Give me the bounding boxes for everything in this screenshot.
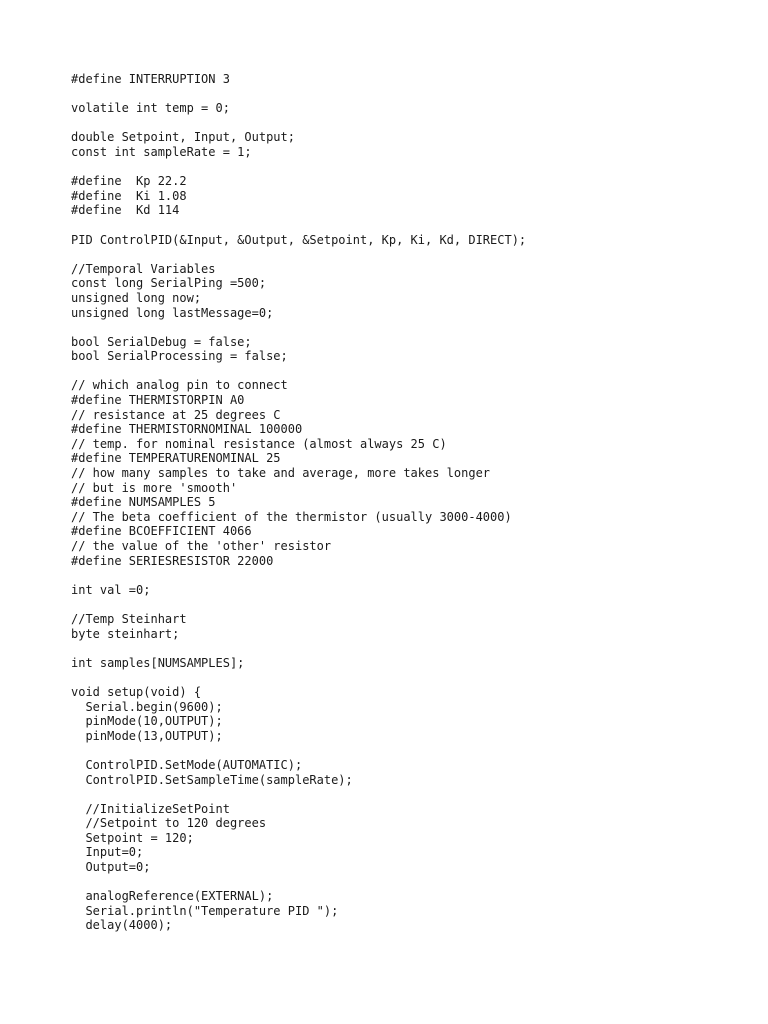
code-line xyxy=(71,875,526,890)
code-line: #define Ki 1.08 xyxy=(71,188,187,203)
code-line: void setup(void) { xyxy=(71,684,202,699)
code-line: bool SerialProcessing = false; xyxy=(71,349,288,364)
code-line: // which analog pin to connect xyxy=(71,378,288,393)
code-line: Setpoint = 120; xyxy=(71,830,194,845)
code-line xyxy=(71,641,526,656)
code-line: // how many samples to take and average, more takes longer xyxy=(71,466,491,481)
code-line: #define Kp 22.2 xyxy=(71,174,187,189)
code-listing xyxy=(71,72,526,933)
code-line: unsigned long lastMessage=0; xyxy=(71,305,274,320)
code-line: Serial.println("Temperature PID "); xyxy=(71,903,339,918)
code-line: byte steinhart; xyxy=(71,626,180,641)
code-line: #define THERMISTORNOMINAL 100000 xyxy=(71,422,303,437)
code-line: #define Kd 114 xyxy=(71,203,180,218)
code-line: // temp. for nominal resistance (almost always 25 C) xyxy=(71,436,447,451)
code-line: #define INTERRUPTION 3 xyxy=(71,72,230,86)
code-line xyxy=(71,787,526,802)
code-line: //Setpoint to 120 degrees xyxy=(71,816,267,831)
code-line: unsigned long now; xyxy=(71,290,202,305)
code-line: #define THERMISTORPIN A0 xyxy=(71,393,245,408)
code-line xyxy=(71,568,526,583)
code-line xyxy=(71,364,526,379)
code-line: #define SERIESRESISTOR 22000 xyxy=(71,553,274,568)
code-line xyxy=(71,218,526,233)
code-line xyxy=(71,320,526,335)
code-line xyxy=(71,116,526,131)
code-line: double Setpoint, Input, Output; xyxy=(71,130,295,145)
code-line: #define TEMPERATURENOMINAL 25 xyxy=(71,451,281,466)
code-line: // resistance at 25 degrees C xyxy=(71,407,281,422)
code-line: bool SerialDebug = false; xyxy=(71,334,252,349)
code-line xyxy=(71,87,526,102)
code-line xyxy=(71,247,526,262)
code-line: // The beta coefficient of the thermistor (usually 3000-4000) xyxy=(71,509,512,524)
code-line: Input=0; xyxy=(71,845,144,860)
code-line: // but is more 'smooth' xyxy=(71,480,238,495)
code-line: //Temp Steinhart xyxy=(71,611,187,626)
code-line: const long SerialPing =500; xyxy=(71,276,267,291)
code-line: Output=0; xyxy=(71,860,151,875)
code-line: int val =0; xyxy=(71,582,151,597)
code-line: Serial.begin(9600); xyxy=(71,699,223,714)
code-line xyxy=(71,670,526,685)
code-line: const int sampleRate = 1; xyxy=(71,144,252,159)
code-line xyxy=(71,597,526,612)
code-line: ControlPID.SetMode(AUTOMATIC); xyxy=(71,757,303,772)
code-line: PID ControlPID(&Input, &Output, &Setpoint, Kp, Ki, Kd, DIRECT); xyxy=(71,232,527,247)
code-line: #define BCOEFFICIENT 4066 xyxy=(71,524,252,539)
code-line: //InitializeSetPoint xyxy=(71,801,230,816)
code-line: int samples[NUMSAMPLES]; xyxy=(71,655,245,670)
code-line: analogReference(EXTERNAL); xyxy=(71,889,274,904)
code-line: pinMode(13,OUTPUT); xyxy=(71,728,223,743)
code-line: #define NUMSAMPLES 5 xyxy=(71,495,216,510)
code-line xyxy=(71,743,526,758)
code-line: ControlPID.SetSampleTime(sampleRate); xyxy=(71,772,353,787)
code-line: delay(4000); xyxy=(71,918,173,933)
code-line: // the value of the 'other' resistor xyxy=(71,539,332,553)
code-line xyxy=(71,160,526,175)
code-line: pinMode(10,OUTPUT); xyxy=(71,714,223,729)
code-line: //Temporal Variables xyxy=(71,261,216,276)
code-line: volatile int temp = 0; xyxy=(71,101,230,116)
